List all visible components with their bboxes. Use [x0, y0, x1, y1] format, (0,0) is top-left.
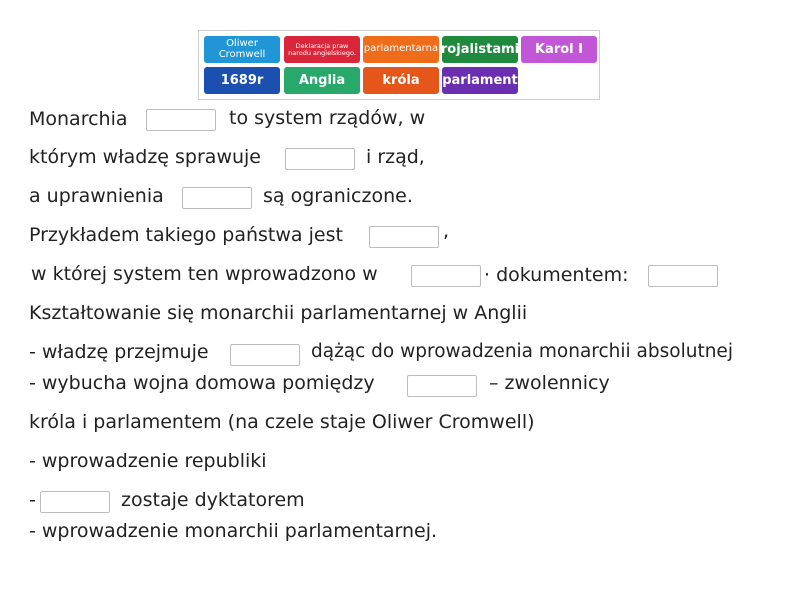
text-line-2a: którym władzę sprawuje: [29, 146, 261, 168]
text-line-12: - wprowadzenie monarchii parlamentarnej.: [29, 520, 438, 542]
text-line-1b: to system rządów, w: [229, 107, 426, 129]
tile-parlamentarna[interactable]: parlamentarna: [363, 36, 439, 63]
drop-slot-5[interactable]: [411, 265, 481, 287]
tile-parlament[interactable]: parlament: [442, 67, 518, 94]
tile-karol-i[interactable]: Karol I: [521, 36, 597, 63]
drop-slot-6[interactable]: [648, 265, 718, 287]
text-line-5b: · dokumentem:: [484, 264, 629, 286]
word-bank: [198, 30, 600, 100]
drop-slot-4[interactable]: [369, 226, 439, 248]
text-line-3b: są ograniczone.: [263, 185, 413, 207]
text-line-6: Kształtowanie się monarchii parlamentarnej w Anglii: [29, 302, 528, 324]
drop-slot-3[interactable]: [182, 187, 252, 209]
tile-oliwer-cromwell[interactable]: Oliwer Cromwell: [204, 36, 280, 63]
drop-slot-2[interactable]: [285, 148, 355, 170]
text-line-1a: Monarchia: [29, 108, 128, 130]
text-line-8b: – zwolennicy: [489, 372, 610, 394]
text-line-9: króla i parlamentem (na czele staje Oliwer Cromwell): [29, 411, 535, 433]
tile-1689r[interactable]: 1689r: [204, 67, 280, 94]
text-line-7a: - władzę przejmuje: [29, 341, 209, 363]
text-line-11a: -: [29, 489, 36, 511]
text-line-8a: - wybucha wojna domowa pomiędzy: [29, 372, 375, 394]
tile-deklaracja[interactable]: Deklaracja praw narodu angielskiego.: [284, 36, 360, 63]
text-line-10: - wprowadzenie republiki: [29, 450, 267, 472]
tile-krola[interactable]: króla: [363, 67, 439, 94]
drop-slot-1[interactable]: [146, 109, 216, 131]
text-line-5a: w której system ten wprowadzono w: [31, 263, 378, 285]
text-line-4b: ,: [443, 220, 450, 242]
tile-anglia[interactable]: Anglia: [284, 67, 360, 94]
text-line-7b: dążąc do wprowadzenia monarchii absolutnej: [311, 341, 733, 362]
drop-slot-9[interactable]: [40, 491, 110, 513]
text-line-4a: Przykładem takiego państwa jest: [29, 224, 343, 246]
text-line-2b: i rząd,: [366, 146, 425, 168]
drop-slot-7[interactable]: [230, 344, 300, 366]
drop-slot-8[interactable]: [407, 375, 477, 397]
tile-rojalistami[interactable]: rojalistami: [442, 36, 518, 63]
text-line-3a: a uprawnienia: [29, 185, 164, 207]
text-line-11b: zostaje dyktatorem: [121, 489, 305, 511]
